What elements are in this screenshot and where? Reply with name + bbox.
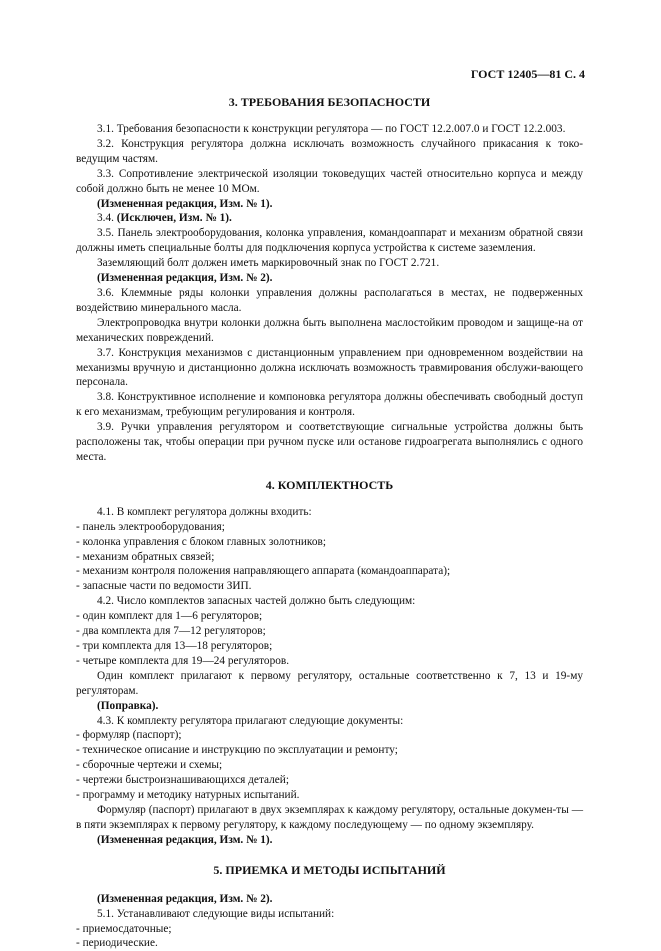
list-item: - периодические. bbox=[76, 937, 158, 950]
paragraph: 3.1. Требования безопасности к конструкции регулятора — по ГОСТ 12.2.007.0 и ГОСТ 12.2.003. bbox=[97, 123, 566, 135]
list-item: - механизм обратных связей; bbox=[76, 550, 215, 563]
paragraph: 3.8. Конструктивное исполнение и компоновка регулятора должны обеспечивать свободный доступ к его механизмам, требующим регулирования и контроля. bbox=[76, 391, 583, 419]
list-item: - программу и методику натурных испытаний. bbox=[76, 789, 300, 802]
section-title: 3. ТРЕБОВАНИЯ БЕЗОПАСНОСТИ bbox=[228, 95, 431, 109]
paragraph: Один комплект прилагают к первому регулятору, остальные соответственно к 7, 13 и 19-му регуляторам. bbox=[76, 669, 583, 697]
paragraph: Электропроводка внутри колонки должна быть выполнена маслостойким проводом и защище-на от механических повреждений. bbox=[76, 316, 583, 344]
paragraph: 4.3. К комплекту регулятора прилагают следующие документы: bbox=[97, 714, 404, 727]
document-body bbox=[76, 95, 583, 951]
list-item: - формуляр (паспорт); bbox=[76, 729, 182, 742]
paragraph: (Измененная редакция, Изм. № 1). bbox=[97, 833, 273, 846]
paragraph: (Измененная редакция, Изм. № 1). bbox=[97, 197, 273, 210]
list-item: - чертежи быстроизнашивающихся деталей; bbox=[76, 774, 289, 787]
paragraph: 3.4. (Исключен, Изм. № 1). bbox=[97, 212, 232, 225]
list-item: - колонка управления с блоком главных золотников; bbox=[76, 535, 326, 548]
list-item: - четыре комплекта для 19—24 регуляторов. bbox=[76, 654, 290, 667]
list-item: - панель электрооборудования; bbox=[76, 520, 225, 533]
paragraph: (Измененная редакция, Изм. № 2). bbox=[97, 892, 273, 905]
paragraph: 3.2. Конструкция регулятора должна исключать возможность случайного прикасания к токо-ведущим частям. bbox=[76, 137, 583, 165]
paragraph: 3.9. Ручки управления регулятором и соответствующие сигнальные устройства должны быть расположены так, чтобы операции при ручном пуске или останове гидроагрегата выполнялись с одного места. bbox=[76, 421, 583, 463]
list-item: - сборочные чертежи и схемы; bbox=[76, 759, 223, 772]
section-title: 4. КОМПЛЕКТНОСТЬ bbox=[265, 477, 394, 492]
list-item: - техническое описание и инструкцию по эксплуатации и ремонту; bbox=[76, 744, 398, 757]
paragraph: 3.5. Панель электрооборудования, колонка управления, командоаппарат и механизм обратной связи должны иметь специальные болты для подключения корпуса устройства к системе заземления. bbox=[76, 227, 583, 255]
section-title: 5. ПРИЕМКА И МЕТОДЫ ИСПЫТАНИЙ bbox=[213, 862, 446, 877]
paragraph: (Измененная редакция, Изм. № 2). bbox=[97, 272, 273, 285]
page-header: ГОСТ 12405—81 С. 4 bbox=[470, 67, 585, 81]
paragraph: (Поправка). bbox=[97, 699, 159, 712]
list-item: - механизм контроля положения направляющего аппарата (командоаппарата); bbox=[76, 565, 451, 578]
list-item: - два комплекта для 7—12 регуляторов; bbox=[76, 625, 266, 638]
paragraph: Заземляющий болт должен иметь маркировочный знак по ГОСТ 2.721. bbox=[97, 257, 440, 270]
list-item: - запасные части по ведомости ЗИП. bbox=[76, 580, 252, 593]
paragraph: 3.6. Клеммные ряды колонки управления должны располагаться в местах, не подверженных воздействию минерального масла. bbox=[76, 286, 583, 314]
list-item: - один комплект для 1—6 регуляторов; bbox=[76, 610, 263, 623]
list-item: - три комплекта для 13—18 регуляторов; bbox=[76, 640, 273, 652]
paragraph: 4.2. Число комплектов запасных частей должно быть следующим: bbox=[97, 595, 416, 608]
paragraph: 5.1. Устанавливают следующие виды испытаний: bbox=[97, 907, 335, 920]
paragraph: 4.1. В комплект регулятора должны входить: bbox=[97, 505, 312, 518]
paragraph: 3.7. Конструкция механизмов с дистанционным управлением при одновременном воздействии на механизмы вручную и дистанционно должна исключать возможность травмирования обслужи-вающего персонала. bbox=[76, 346, 583, 389]
list-item: - приемосдаточные; bbox=[76, 922, 172, 935]
paragraph: Формуляр (паспорт) прилагают в двух экземплярах к каждому регулятору, остальные докумен-ты — в пяти экземплярах к первому регулятору, к каждому последующему — по одному экземпляру. bbox=[76, 803, 583, 831]
paragraph: 3.3. Сопротивление электрической изоляции токоведущих частей относительно корпуса и между собой должно быть не менее 10 МОм. bbox=[76, 167, 583, 195]
